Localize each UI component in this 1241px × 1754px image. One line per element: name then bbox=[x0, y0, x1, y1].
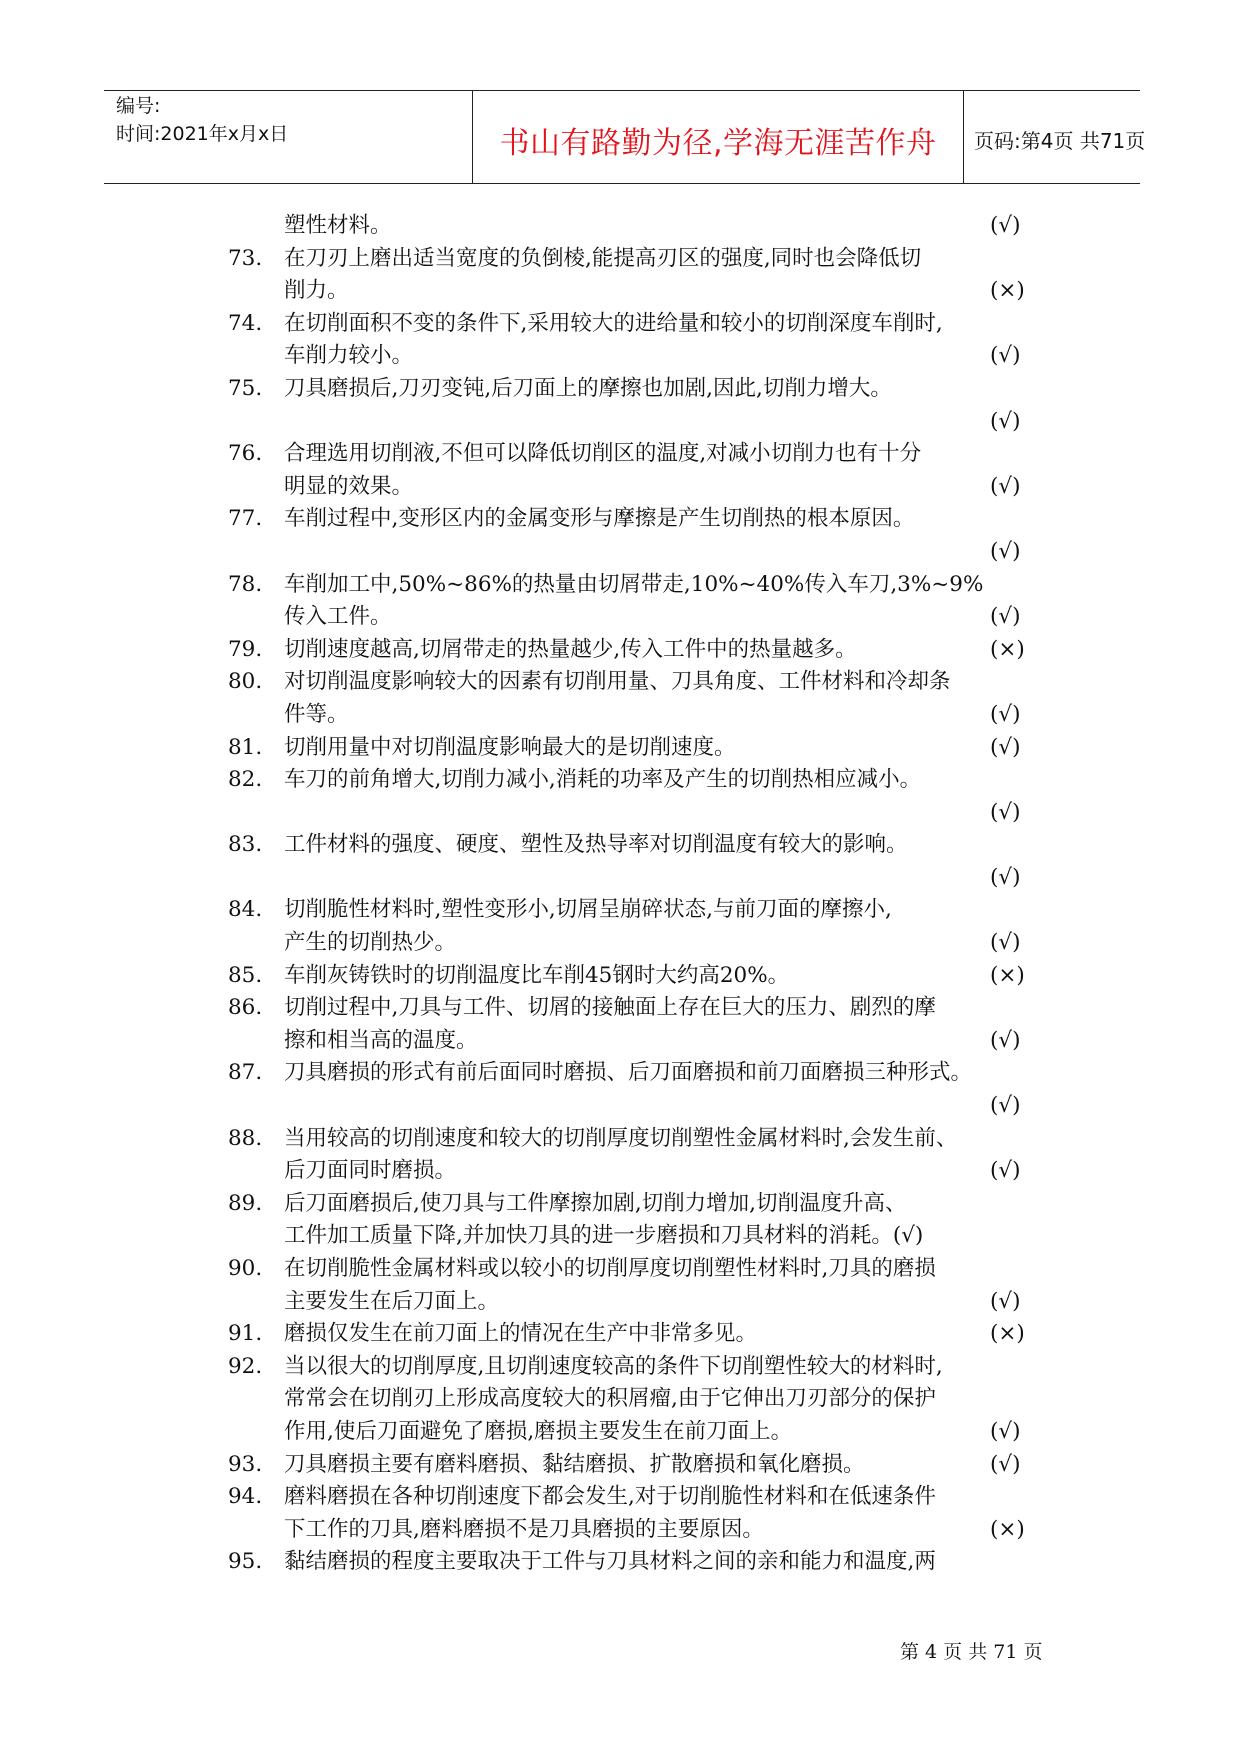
item-line bbox=[0, 927, 1241, 960]
header-right-cell bbox=[974, 91, 1146, 183]
item-line bbox=[0, 894, 1241, 927]
item-number: 79. bbox=[228, 636, 263, 662]
item-line bbox=[0, 797, 1241, 830]
item-line bbox=[0, 764, 1241, 797]
item-text: 车刀的前角增大,切削力减小,消耗的功率及产生的切削热相应减小。 bbox=[284, 767, 922, 793]
item-line bbox=[0, 1449, 1241, 1482]
item-text: 在切削面积不变的条件下,采用较大的进给量和较小的切削深度车削时, bbox=[284, 310, 943, 336]
item-text: 后刀面同时磨损。 bbox=[284, 1158, 457, 1184]
item-text: 黏结磨损的程度主要取决于工件与刀具材料之间的亲和能力和温度,两 bbox=[284, 1549, 936, 1575]
item-text: 对切削温度影响较大的因素有切削用量、刀具角度、工件材料和冷却条 bbox=[284, 669, 951, 695]
item-text: 切削用量中对切削温度影响最大的是切削速度。 bbox=[284, 734, 736, 760]
item-line bbox=[0, 438, 1241, 471]
item-number: 94. bbox=[228, 1484, 263, 1510]
item-text: 后刀面磨损后,使刀具与工件摩擦加剧,切削力增加,切削温度升高、 bbox=[284, 1190, 907, 1216]
item-number: 91. bbox=[228, 1321, 263, 1347]
item-line bbox=[0, 1188, 1241, 1221]
list-item bbox=[0, 666, 1241, 731]
item-line bbox=[0, 569, 1241, 602]
answer-mark: (√) bbox=[990, 604, 1021, 630]
item-text: 车削力较小。 bbox=[284, 343, 414, 369]
item-text: 切削过程中,刀具与工件、切屑的接触面上存在巨大的压力、剧烈的摩 bbox=[284, 995, 936, 1021]
list-item bbox=[0, 894, 1241, 959]
answer-mark: (√) bbox=[990, 1418, 1021, 1444]
item-text: 当用较高的切削速度和较大的切削厚度切削塑性金属材料时,会发生前、 bbox=[284, 1125, 958, 1151]
answer-mark: (√) bbox=[990, 408, 1021, 434]
answer-mark: (×) bbox=[990, 636, 1025, 662]
item-number: 86. bbox=[228, 995, 263, 1021]
item-line bbox=[0, 1025, 1241, 1058]
list-item bbox=[0, 438, 1241, 503]
item-number: 77. bbox=[228, 506, 263, 532]
item-text: 合理选用切削液,不但可以降低切削区的温度,对减小切削力也有十分 bbox=[284, 441, 922, 467]
item-line bbox=[0, 1090, 1241, 1123]
header-page-info: 页码:第4页 共71页 bbox=[974, 129, 1146, 153]
item-line bbox=[0, 1123, 1241, 1156]
item-line bbox=[0, 634, 1241, 667]
document-number-label: 编号: bbox=[116, 95, 161, 117]
item-text: 作用,使后刀面避免了磨损,磨损主要发生在前刀面上。 bbox=[284, 1418, 793, 1444]
question-list bbox=[0, 210, 1241, 1579]
answer-mark: (×) bbox=[990, 1321, 1025, 1347]
list-item bbox=[0, 1188, 1241, 1253]
item-line bbox=[0, 1253, 1241, 1286]
list-item bbox=[0, 829, 1241, 894]
item-line bbox=[0, 666, 1241, 699]
header-motto: 书山有路勤为径,学海无涯苦作舟 bbox=[499, 126, 937, 161]
item-text: 工件加工质量下降,并加快刀具的进一步磨损和刀具材料的消耗。(√) bbox=[284, 1223, 924, 1249]
item-text: 工件材料的强度、硬度、塑性及热导率对切削温度有较大的影响。 bbox=[284, 832, 908, 858]
item-number: 80. bbox=[228, 669, 263, 695]
list-item bbox=[0, 992, 1241, 1057]
list-item bbox=[0, 210, 1241, 243]
item-line bbox=[0, 275, 1241, 308]
item-line bbox=[0, 862, 1241, 895]
item-line bbox=[0, 960, 1241, 993]
item-line bbox=[0, 536, 1241, 569]
item-line bbox=[0, 210, 1241, 243]
item-text: 车削加工中,50%~86%的热量由切屑带走,10%~40%传入车刀,3%~9% bbox=[284, 571, 984, 597]
item-text: 擦和相当高的温度。 bbox=[284, 1027, 478, 1053]
list-item bbox=[0, 1546, 1241, 1579]
answer-mark: (√) bbox=[990, 864, 1021, 890]
answer-mark: (√) bbox=[990, 1158, 1021, 1184]
item-text: 在刀刃上磨出适当宽度的负倒棱,能提高刃区的强度,同时也会降低切 bbox=[284, 245, 922, 271]
item-text: 传入工件。 bbox=[284, 604, 392, 630]
list-item bbox=[0, 732, 1241, 765]
list-item bbox=[0, 634, 1241, 667]
item-number: 78. bbox=[228, 571, 263, 597]
answer-mark: (√) bbox=[990, 1451, 1021, 1477]
page-footer: 第 4 页 共 71 页 bbox=[900, 1641, 1043, 1663]
item-number: 92. bbox=[228, 1353, 263, 1379]
item-line bbox=[0, 1155, 1241, 1188]
item-number: 85. bbox=[228, 962, 263, 988]
answer-mark: (√) bbox=[990, 213, 1021, 238]
list-item bbox=[0, 960, 1241, 993]
item-text: 切削速度越高,切屑带走的热量越少,传入工件中的热量越多。 bbox=[284, 636, 857, 662]
answer-mark: (√) bbox=[990, 1093, 1021, 1119]
item-text: 明显的效果。 bbox=[284, 473, 414, 499]
list-item bbox=[0, 1057, 1241, 1122]
item-number: 87. bbox=[228, 1060, 263, 1086]
item-text: 件等。 bbox=[284, 701, 349, 727]
item-line bbox=[0, 1514, 1241, 1547]
header-motto-cell bbox=[472, 91, 964, 183]
item-text: 磨损仅发生在前刀面上的情况在生产中非常多见。 bbox=[284, 1321, 758, 1347]
item-text: 塑性材料。 bbox=[284, 213, 392, 238]
item-number: 90. bbox=[228, 1256, 263, 1281]
answer-mark: (√) bbox=[990, 701, 1021, 727]
item-text: 刀具磨损的形式有前后面同时磨损、后刀面磨损和前刀面磨损三种形式。 bbox=[284, 1060, 973, 1086]
list-item bbox=[0, 1318, 1241, 1351]
item-line bbox=[0, 1416, 1241, 1449]
item-line bbox=[0, 601, 1241, 634]
item-number: 95. bbox=[228, 1549, 263, 1575]
item-text: 主要发生在后刀面上。 bbox=[284, 1288, 500, 1314]
item-number: 81. bbox=[228, 734, 263, 760]
item-text: 在切削脆性金属材料或以较小的切削厚度切削塑性材料时,刀具的磨损 bbox=[284, 1256, 936, 1281]
item-line bbox=[0, 1220, 1241, 1253]
item-number: 84. bbox=[228, 897, 263, 923]
item-line bbox=[0, 829, 1241, 862]
answer-mark: (√) bbox=[990, 799, 1021, 825]
item-text: 常常会在切削刃上形成高度较大的积屑瘤,由于它伸出刀刃部分的保护 bbox=[284, 1386, 936, 1412]
item-number: 75. bbox=[228, 375, 263, 401]
item-line bbox=[0, 732, 1241, 765]
list-item bbox=[0, 373, 1241, 438]
item-text: 车削过程中,变形区内的金属变形与摩擦是产生切削热的根本原因。 bbox=[284, 506, 915, 532]
item-text: 产生的切削热少。 bbox=[284, 930, 457, 956]
answer-mark: (√) bbox=[990, 734, 1021, 760]
item-number: 83. bbox=[228, 832, 263, 858]
item-text: 当以很大的切削厚度,且切削速度较高的条件下切削塑性较大的材料时, bbox=[284, 1353, 943, 1379]
item-line bbox=[0, 340, 1241, 373]
item-text: 削力。 bbox=[284, 278, 349, 304]
item-line bbox=[0, 992, 1241, 1025]
item-line bbox=[0, 471, 1241, 504]
answer-mark: (√) bbox=[990, 538, 1021, 564]
item-line bbox=[0, 1057, 1241, 1090]
item-number: 73. bbox=[228, 245, 263, 271]
item-text: 切削脆性材料时,塑性变形小,切屑呈崩碎状态,与前刀面的摩擦小, bbox=[284, 897, 892, 923]
list-item bbox=[0, 1123, 1241, 1188]
item-text: 磨料磨损在各种切削速度下都会发生,对于切削脆性材料和在低速条件 bbox=[284, 1484, 936, 1510]
answer-mark: (×) bbox=[990, 1516, 1025, 1542]
item-text: 刀具磨损主要有磨料磨损、黏结磨损、扩散磨损和氧化磨损。 bbox=[284, 1451, 865, 1477]
item-line bbox=[0, 308, 1241, 341]
item-line bbox=[0, 1351, 1241, 1384]
item-line bbox=[0, 1383, 1241, 1416]
list-item bbox=[0, 1351, 1241, 1449]
item-line bbox=[0, 373, 1241, 406]
answer-mark: (√) bbox=[990, 930, 1021, 956]
answer-mark: (√) bbox=[990, 343, 1021, 369]
item-line bbox=[0, 1481, 1241, 1514]
item-line bbox=[0, 503, 1241, 536]
list-item bbox=[0, 1449, 1241, 1482]
header-left-cell bbox=[116, 91, 472, 184]
document-time-label: 时间:2021年x月x日 bbox=[116, 123, 289, 145]
item-number: 74. bbox=[228, 310, 263, 336]
item-number: 82. bbox=[228, 767, 263, 793]
answer-mark: (√) bbox=[990, 473, 1021, 499]
item-line bbox=[0, 1318, 1241, 1351]
item-line bbox=[0, 699, 1241, 732]
document-header bbox=[104, 90, 1146, 184]
item-line bbox=[0, 406, 1241, 439]
item-number: 76. bbox=[228, 441, 263, 467]
answer-mark: (√) bbox=[990, 1027, 1021, 1053]
item-number: 89. bbox=[228, 1190, 263, 1216]
item-text: 车削灰铸铁时的切削温度比车削45钢时大约高20%。 bbox=[284, 962, 790, 988]
list-item bbox=[0, 1481, 1241, 1546]
list-item bbox=[0, 764, 1241, 829]
list-item bbox=[0, 243, 1241, 308]
item-text: 下工作的刀具,磨料磨损不是刀具磨损的主要原因。 bbox=[284, 1516, 764, 1542]
list-item bbox=[0, 1253, 1241, 1318]
answer-mark: (√) bbox=[990, 1288, 1021, 1314]
answer-mark: (×) bbox=[990, 962, 1025, 988]
list-item bbox=[0, 569, 1241, 634]
item-line bbox=[0, 1286, 1241, 1319]
answer-mark: (×) bbox=[990, 278, 1025, 304]
list-item bbox=[0, 503, 1241, 568]
item-number: 88. bbox=[228, 1125, 263, 1151]
list-item bbox=[0, 308, 1241, 373]
item-number: 93. bbox=[228, 1451, 263, 1477]
item-line bbox=[0, 1546, 1241, 1579]
item-line bbox=[0, 243, 1241, 276]
item-text: 刀具磨损后,刀刃变钝,后刀面上的摩擦也加剧,因此,切削力增大。 bbox=[284, 375, 892, 401]
